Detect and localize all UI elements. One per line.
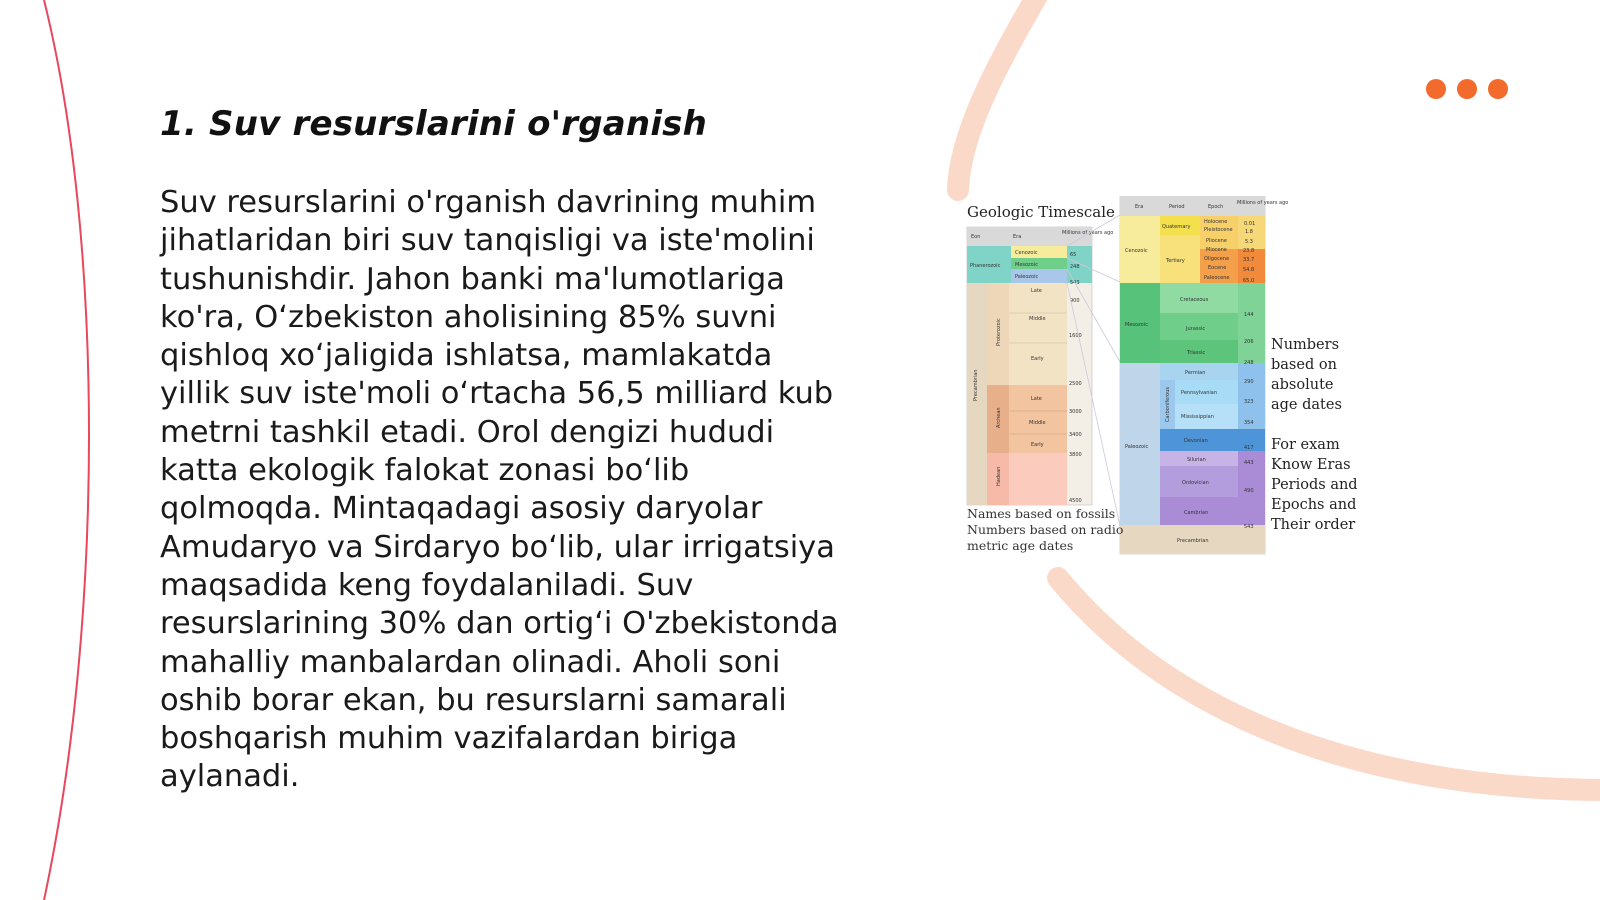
dot-icon	[1488, 79, 1508, 99]
left-era-group-label: Archean	[996, 407, 1002, 428]
right-epoch-label: Miocene	[1206, 247, 1227, 253]
left-header: Era	[1013, 234, 1022, 240]
left-age-label: 65	[1070, 252, 1077, 258]
geologic-timescale-figure	[955, 196, 1385, 568]
left-age-label: 543	[1070, 280, 1080, 286]
side-note-line: based on	[1271, 357, 1337, 373]
right-age-label: 144	[1244, 312, 1254, 318]
right-period-label: Silurian	[1187, 457, 1206, 463]
left-era-label: Late	[1031, 288, 1042, 294]
side-note-line: Numbers	[1271, 337, 1340, 353]
right-era-label: Mesozoic	[1125, 322, 1148, 328]
left-eon-label: Precambrian	[973, 369, 979, 401]
right-epoch-label: Eocene	[1208, 265, 1227, 271]
right-period-label: Jurassic	[1186, 326, 1206, 332]
right-header: Epoch	[1208, 204, 1224, 210]
right-period-label: Carboniferous	[1165, 386, 1171, 422]
right-period-label: Pennsylvanian	[1181, 390, 1218, 396]
right-timescale-chart	[1120, 196, 1288, 554]
left-curve-line	[44, 0, 89, 900]
right-period-label: Triassic	[1187, 350, 1206, 356]
bottom-note-line: Names based on fossils	[967, 506, 1116, 521]
right-age-label: 65.0	[1243, 278, 1255, 284]
bottom-note-line: metric age dates	[967, 538, 1074, 553]
right-epoch-label: Oligocene	[1204, 256, 1230, 262]
side-note-line: Epochs and	[1271, 497, 1357, 513]
right-age-label: 1.8	[1245, 229, 1253, 235]
left-header: Eon	[971, 234, 981, 240]
side-note-line: Know Eras	[1271, 457, 1351, 473]
left-era-group-label: Proterozoic	[996, 318, 1002, 346]
right-age-label: 290	[1244, 379, 1254, 385]
right-period-label: Permian	[1185, 370, 1206, 376]
left-age-label: 3400	[1069, 432, 1082, 438]
right-period-label: Ordovician	[1182, 480, 1209, 486]
left-era-label: Late	[1031, 396, 1042, 402]
right-age-label: 417	[1244, 445, 1254, 451]
right-epoch-label: Paleocene	[1204, 275, 1230, 281]
right-age-label: 23.8	[1243, 248, 1255, 254]
left-eon-label: Phanerozoic	[970, 263, 1001, 269]
right-age-label: 206	[1244, 339, 1254, 345]
left-age-label: 4500	[1069, 498, 1082, 504]
left-era-group-label: Hadean	[996, 466, 1002, 486]
right-age-label: 323	[1244, 399, 1254, 405]
right-age-label: 248	[1244, 360, 1254, 366]
left-era-label: Mesozoic	[1015, 262, 1038, 268]
right-age-label: 490	[1244, 488, 1254, 494]
background-arc	[958, 0, 1046, 190]
dot-icon	[1426, 79, 1446, 99]
left-header: Millions of years ago	[1062, 230, 1114, 236]
background-arc	[1058, 578, 1600, 790]
right-age-label: 33.7	[1243, 257, 1255, 263]
figure-title: Geologic Timescale	[967, 203, 1115, 221]
left-era-label: Early	[1031, 356, 1044, 362]
right-header: Era	[1135, 204, 1144, 210]
right-age-label: 54.8	[1243, 267, 1255, 273]
right-epoch-label: Pleistocene	[1204, 227, 1233, 233]
left-age-label: 3000	[1069, 409, 1082, 415]
right-era-label: Paleozoic	[1125, 444, 1149, 450]
side-note-line: Periods and	[1271, 477, 1358, 493]
right-period-label: Devonian	[1184, 438, 1208, 444]
left-era-label: Middle	[1029, 316, 1046, 322]
right-header: Period	[1169, 204, 1185, 210]
dots-indicator	[1426, 79, 1508, 99]
left-era-label: Cenozoic	[1015, 250, 1038, 256]
right-period-label: Tertiary	[1166, 258, 1185, 264]
left-era-label: Early	[1031, 442, 1044, 448]
side-note-line: absolute	[1271, 377, 1334, 393]
left-age-label: 248	[1070, 264, 1080, 270]
slide-body-text: Suv resurslarini o'rganish davrining muhim jihatlaridan biri suv tanqisligi va iste'molini tushunishdir. Jahon banki ma'lumotlariga ko'ra, O‘zbekiston aholisining 85% suvni qishloq xo‘jaligida ishlatsa, mamlakatda yillik suv iste'moli o‘rtacha 56,5 milliard kub metrni tashkil etadi. Orol dengizi hududi katta ekologik falokat zonasi bo‘lib qolmoqda. Mintaqadagi asosiy daryolar Amudaryo va Sirdaryo bo‘lib, ular irrigatsiya maqsadida keng foydalaniladi. Suv resurslarining 30% dan ortig‘i O'zbekistonda mahalliy manbalardan olinadi. Aholi soni oshib borar ekan, bu resurslarni samarali boshqarish muhim vazifalardan biriga aylanadi.	[160, 185, 839, 795]
left-age-label: 2500	[1069, 381, 1082, 387]
geologic-timescale-image	[955, 196, 1385, 568]
left-age-label: 1600	[1069, 333, 1082, 339]
dot-icon	[1457, 79, 1477, 99]
right-period-label: Mississippian	[1181, 414, 1214, 420]
right-era-label: Cenozoic	[1125, 248, 1148, 254]
right-era-label: Precambrian	[1177, 538, 1209, 544]
side-note-line: For exam	[1271, 437, 1340, 453]
left-age-label: 3800	[1069, 452, 1082, 458]
right-period-label: Quaternary	[1162, 224, 1191, 230]
right-age-label: 5.3	[1245, 239, 1253, 245]
left-age-label: 900	[1070, 298, 1080, 304]
left-era-label: Middle	[1029, 420, 1046, 426]
side-note-line: Their order	[1271, 517, 1356, 533]
side-note-line: age dates	[1271, 397, 1342, 413]
right-period-label: Cretaceous	[1180, 297, 1209, 303]
right-epoch-label: Holocene	[1204, 219, 1228, 225]
bottom-note-line: Numbers based on radio	[967, 522, 1124, 537]
right-header: Millions of years ago	[1237, 200, 1289, 206]
right-epoch-label: Pliocene	[1206, 238, 1227, 244]
slide-title: 1. Suv resurslarini o'rganish	[160, 104, 708, 144]
right-age-label: 443	[1244, 460, 1254, 466]
right-age-label: 543	[1244, 524, 1254, 530]
left-era-label: Paleozoic	[1015, 274, 1039, 280]
right-period-label: Cambrian	[1184, 510, 1209, 516]
right-age-label: 0.01	[1244, 221, 1256, 227]
right-age-label: 354	[1244, 420, 1254, 426]
